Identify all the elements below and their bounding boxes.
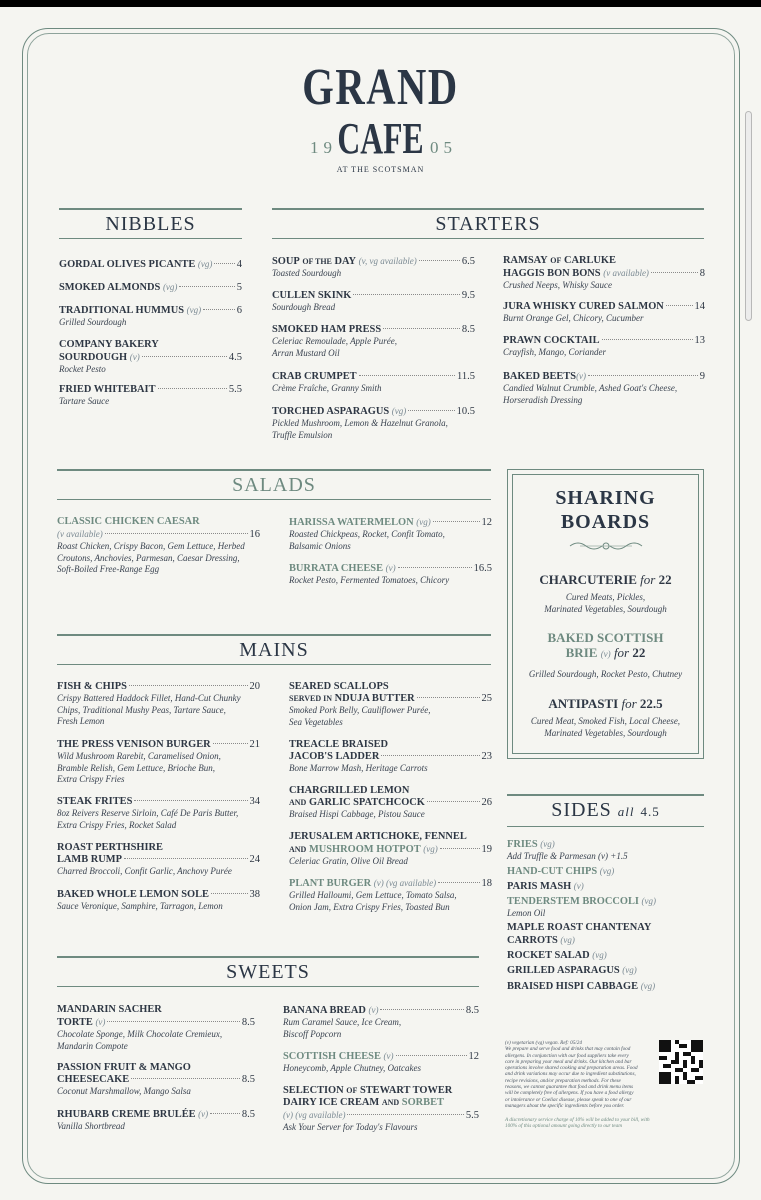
menu-item: SMOKED ALMONDS (vg) 5 (59, 282, 242, 293)
board-item: CHARCUTERIE for 22 Cured Meats, Pickles, Marinated Vegetables, Sourdough (539, 572, 672, 614)
menu-item: TRADITIONAL HUMMUS (vg) 6 Grilled Sourdough (59, 305, 242, 327)
menu-item: TREACLE BRAISED JACOB'S LADDER 23 Bone Marrow Mash, Heritage Carrots (289, 739, 492, 773)
menu-item: PASSION FRUIT & MANGO CHEESECAKE 8.5 Coconut Marshmallow, Mango Salsa (57, 1062, 255, 1096)
sharing-boards-heading-2: BOARDS (560, 511, 651, 533)
menu-item: RHUBARB CREME BRULÉE (v) 8.5 Vanilla Shortbread (57, 1109, 255, 1131)
logo-cafe: CAFE (337, 114, 424, 163)
nibbles-heading: NIBBLES (59, 208, 242, 239)
side-item: HAND-CUT CHIPS (vg) (507, 866, 615, 877)
menu-item: HARISSA WATERMELON (vg) 12 Roasted Chickpeas, Rocket, Confit Tomato, Balsamic Onions (289, 517, 492, 551)
board-item: ANTIPASTI for 22.5 Cured Meat, Smoked Fish, Local Cheese, Marinated Vegetables, Sourdough (530, 696, 681, 738)
menu-item: SCOTTISH CHEESE (v) 12 Honeycomb, Apple Chutney, Oatcakes (283, 1051, 479, 1073)
sides-title: SIDES (551, 799, 612, 821)
side-item: PARIS MASH (v) (507, 881, 584, 892)
menu-item: THE PRESS VENISON BURGER 21 Wild Mushroom Rarebit, Caramelised Onion, Bramble Relish, Gem Lettuce, Brioche Bun, Extra Crispy Fries (57, 739, 260, 784)
menu-item: JURA WHISKY CURED SALMON 14 Burnt Orange Gel, Chicory, Cucumber (503, 301, 705, 323)
menu-item: BAKED BEETS (v) 9 Candied Walnut Crumble, Ashed Goat's Cheese, Horseradish Dressing (503, 371, 705, 405)
menu-item: PRAWN COCKTAIL 13 Crayfish, Mango, Coriander (503, 335, 705, 357)
menu-item: MANDARIN SACHER TORTE (v) 8.5 Chocolate Sponge, Milk Chocolate Cremieux, Mandarin Compote (57, 1004, 255, 1051)
menu-item: BAKED WHOLE LEMON SOLE 38 Sauce Veronique, Samphire, Tarragon, Lemon (57, 889, 260, 911)
allergen-notice: (v) vegetarian (vg) vegan. Ref: 05/24 We prepare and serve food and drinks that may contain food allergens. In conjunction with our food suppliers take every care in preparing your meal and drinks. Our kitchen and bar operations involve shared cooking and preparation areas. Food and drink variations may occur due to ingredient substitutions, recipe revisions, and/or preparation methods. For these reasons, we cannot guarantee that food and drink menu items will be completely free of allergens. If you have a food allergy or intolerance or Coeliac disease, please speak to one of our managers about the specific ingredients before you order. (505, 1040, 638, 1109)
menu-item: BANANA BREAD (v) 8.5 Rum Caramel Sauce, Ice Cream, Biscoff Popcorn (283, 1005, 479, 1039)
side-item: GRILLED ASPARAGUS (vg) (507, 965, 637, 976)
menu-item: SOUP OF THE DAY (v, vg available) 6.5 Toasted Sourdough (272, 256, 475, 278)
side-item: ROCKET SALAD (vg) (507, 950, 607, 961)
board-item: BAKED SCOTTISH BRIE (v) for 22 Grilled Sourdough, Rocket Pesto, Chutney (528, 630, 683, 679)
side-item: TENDERSTEM BROCCOLI (vg) Lemon Oil (507, 896, 657, 918)
menu-item: FISH & CHIPS 20 Crispy Battered Haddock Fillet, Hand-Cut Chunky Chips, Traditional Mushy Peas, Tartare Sauce, Fresh Lemon (57, 681, 260, 726)
sides-price: 4.5 (640, 804, 660, 819)
menu-item: CRAB CRUMPET 11.5 Crème Fraîche, Granny Smith (272, 371, 475, 393)
menu-item: CHARGRILLED LEMON AND GARLIC SPATCHCOCK 26 Braised Hispi Cabbage, Pistou Sauce (289, 785, 492, 819)
menu-item: SEARED SCALLOPS SERVED IN NDUJA BUTTER 25 Smoked Pork Belly, Cauliflower Purée, Sea Vegetables (289, 681, 492, 727)
menu-item: PLANT BURGER (v) (vg available) 18 Grilled Halloumi, Gem Lettuce, Tomato Salsa, Onion Jam, Extra Crispy Fries, Toasted Bun (289, 878, 492, 912)
menu-item: TORCHED ASPARAGUS (vg) 10.5 Pickled Mushroom, Lemon & Hazelnut Granola, Truffle Emulsion (272, 406, 475, 440)
side-item: FRIES (vg) Add Truffle & Parmesan (v) +1.5 (507, 839, 628, 861)
qr-code[interactable] (659, 1040, 703, 1084)
starters-heading: STARTERS (272, 208, 704, 239)
flourish-divider (507, 538, 704, 554)
menu-item: SMOKED HAM PRESS 8.5 Celeriac Remoulade, Apple Purée, Arran Mustard Oil (272, 324, 475, 358)
service-charge-note: A discretionary service charge of 10% will be added to your bill, with 100% of this optional amount going directly to our team (505, 1117, 650, 1130)
menu-item: COMPANY BAKERY SOURDOUGH (v) 4.5 Rocket Pesto (59, 339, 242, 374)
sides-all: all (617, 804, 635, 819)
menu-item: SELECTION OF STEWART TOWER DAIRY ICE CREAM AND SORBET (v) (vg available) 5.5 Ask Your Server for Today's Flavours (283, 1085, 479, 1132)
menu-item: ROAST PERTHSHIRE LAMB RUMP 24 Charred Broccoli, Confit Garlic, Anchovy Purée (57, 842, 260, 876)
salads-heading: SALADS (57, 469, 491, 500)
menu-item: RAMSAY OF CARLUKE HAGGIS BON BONS (v available) 8 Crushed Neeps, Whisky Sauce (503, 255, 705, 290)
menu-item: JERUSALEM ARTICHOKE, FENNEL AND MUSHROOM HOTPOT (vg) 19 Celeriac Gratin, Olive Oil Bread (289, 831, 492, 866)
sweets-heading: SWEETS (57, 956, 479, 987)
menu-item: CULLEN SKINK 9.5 Sourdough Bread (272, 290, 475, 312)
side-item: MAPLE ROAST CHANTENAY CARROTS (vg) (507, 922, 652, 946)
menu-item: STEAK FRITES 34 8oz Reivers Reserve Sirloin, Café De Paris Butter, Extra Crispy Fries, Rocket Salad (57, 796, 260, 830)
menu-item: GORDAL OLIVES PICANTE (vg) 4 (59, 259, 242, 270)
menu-item: CLASSIC CHICKEN CAESAR (v available) 16 Roast Chicken, Crispy Bacon, Gem Lettuce, Herbed Croutons, Anchovies, Parmesan, Caesar Dressing, Soft-Boiled Free-Range Egg (57, 516, 260, 574)
logo-year-left: 19 (310, 138, 337, 157)
logo-grand: GRAND (302, 59, 459, 116)
logo-year-right: 05 (430, 138, 457, 157)
logo-subtitle: AT THE SCOTSMAN (336, 165, 425, 174)
scrollbar[interactable] (745, 111, 752, 321)
sharing-boards-heading: SHARING (555, 487, 656, 509)
menu-item: FRIED WHITEBAIT 5.5 Tartare Sauce (59, 384, 242, 406)
sides-heading (507, 794, 704, 827)
side-item: BRAISED HISPI CABBAGE (vg) (507, 981, 656, 992)
menu-item: BURRATA CHEESE (v) 16.5 Rocket Pesto, Fermented Tomatoes, Chicory (289, 563, 492, 585)
mains-heading: MAINS (57, 634, 491, 665)
